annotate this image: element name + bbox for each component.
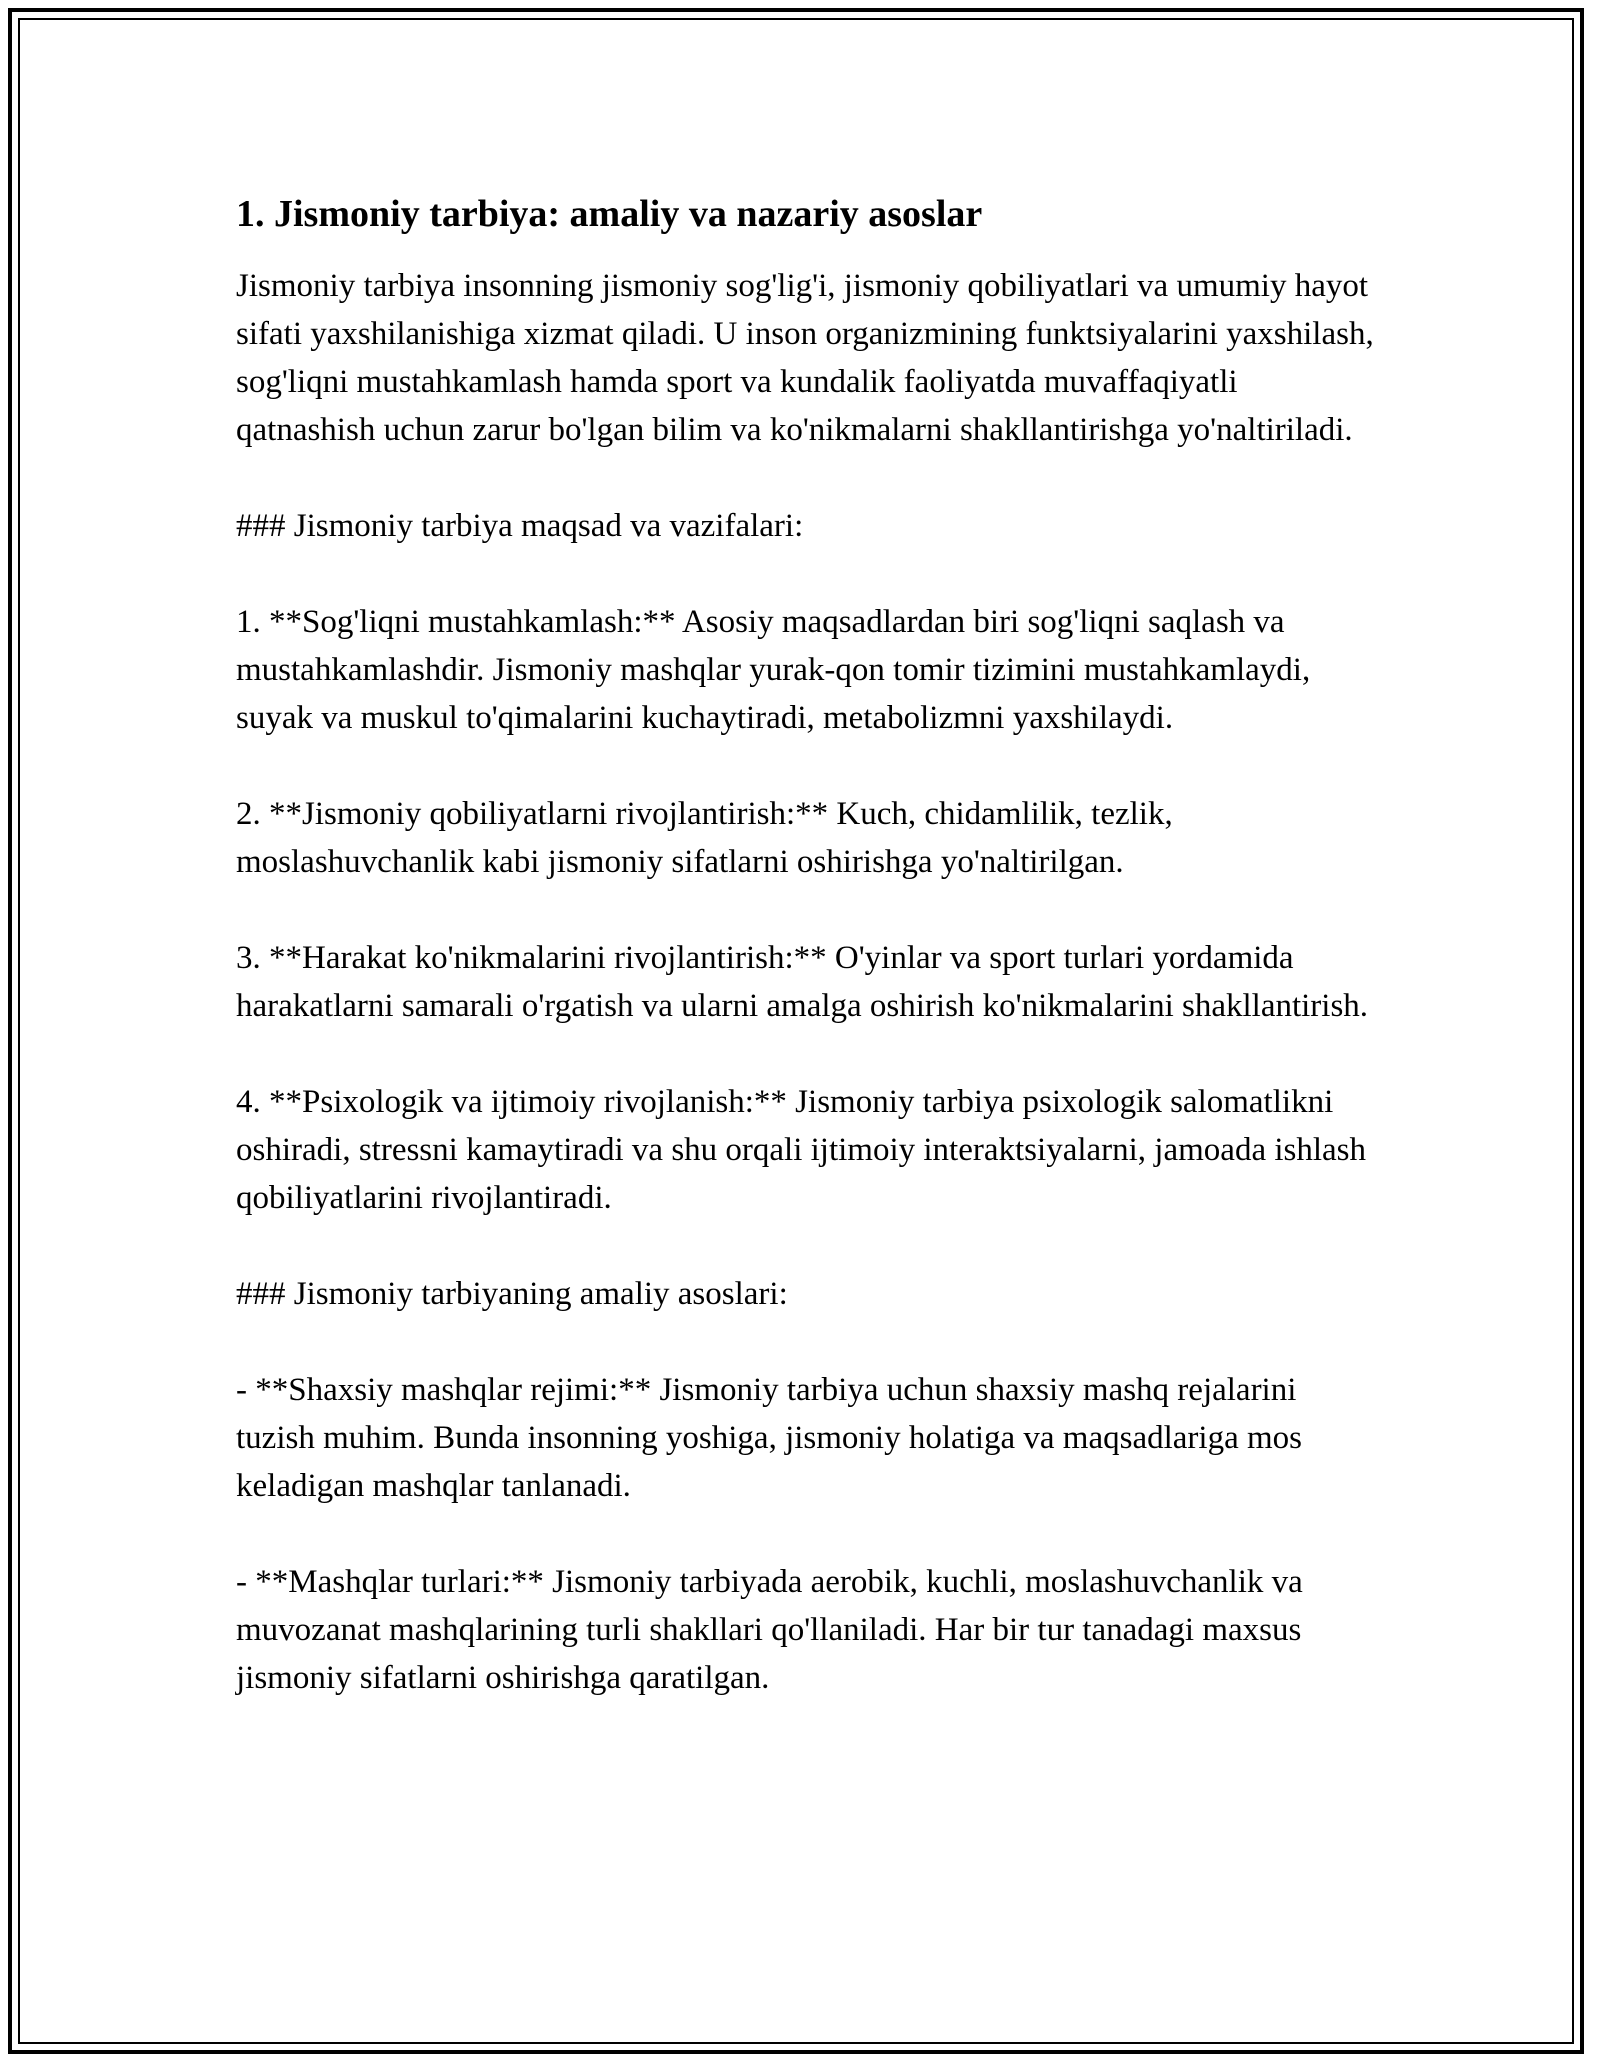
practice-item-2: - **Mashqlar turlari:** Jismoniy tarbiyada aerobik, kuchli, moslashuvchanlik va muvozanat mashqlarining turli shakllari qo'llaniladi. Har bir tur tanadagi maxsus jismoniy sifatlarni oshirishga qaratilgan. [236,1564,1303,1696]
practice-item-1: - **Shaxsiy mashqlar rejimi:** Jismoniy tarbiya uchun shaxsiy mashq rejalarini tuzish muhim. Bunda insonning yoshiga, jismoniy holatiga va maqsadlariga mos keladigan mashqlar tanlanadi. [236,1372,1302,1504]
goal-item-1: 1. **Sog'liqni mustahkamlash:** Asosiy maqsadlardan biri sog'liqni saqlash va mustahkamlashdir. Jismoniy mashqlar yurak-qon tomir tizimini mustahkamlaydi, suyak va muskul to'qimalarini kuchaytiradi, metabolizmni yaxshilaydi. [236,604,1311,736]
section-heading-practice: ### Jismoniy tarbiyaning amaliy asoslari: [236,1276,788,1312]
goal-item-3: 3. **Harakat ko'nikmalarini rivojlantirish:** O'yinlar va sport turlari yordamida harakatlarni samarali o'rgatish va ularni amalga oshirish ko'nikmalarini shakllantirish. [236,940,1369,1024]
section-heading-goals: ### Jismoniy tarbiya maqsad va vazifalari: [236,508,804,544]
goal-item-2: 2. **Jismoniy qobiliyatlarni rivojlantirish:** Kuch, chidamlilik, tezlik, moslashuvchanlik kabi jismoniy sifatlarni oshirishga yo'naltirilgan. [236,796,1173,880]
goal-item-4: 4. **Psixologik va ijtimoiy rivojlanish:** Jismoniy tarbiya psixologik salomatlikni oshiradi, stressni kamaytiradi va shu orqali ijtimoiy interaktsiyalarni, jamoada ishlash qobiliyatlarini rivojlantiradi. [236,1084,1367,1216]
document-body [236,190,1376,1750]
intro-paragraph: Jismoniy tarbiya insonning jismoniy sog'lig'i, jismoniy qobiliyatlari va umumiy hayot sifati yaxshilanishiga xizmat qiladi. U inson organizmining funktsiyalarini yaxshilash, sog'liqni mustahkamlash hamda sport va kundalik faoliyatda muvaffaqiyatli qatnashish uchun zarur bo'lgan bilim va ko'nikmalarni shakllantirishga yo'naltiriladi. [236,268,1374,448]
document-title: 1. Jismoniy tarbiya: amaliy va nazariy asoslar [236,193,983,235]
